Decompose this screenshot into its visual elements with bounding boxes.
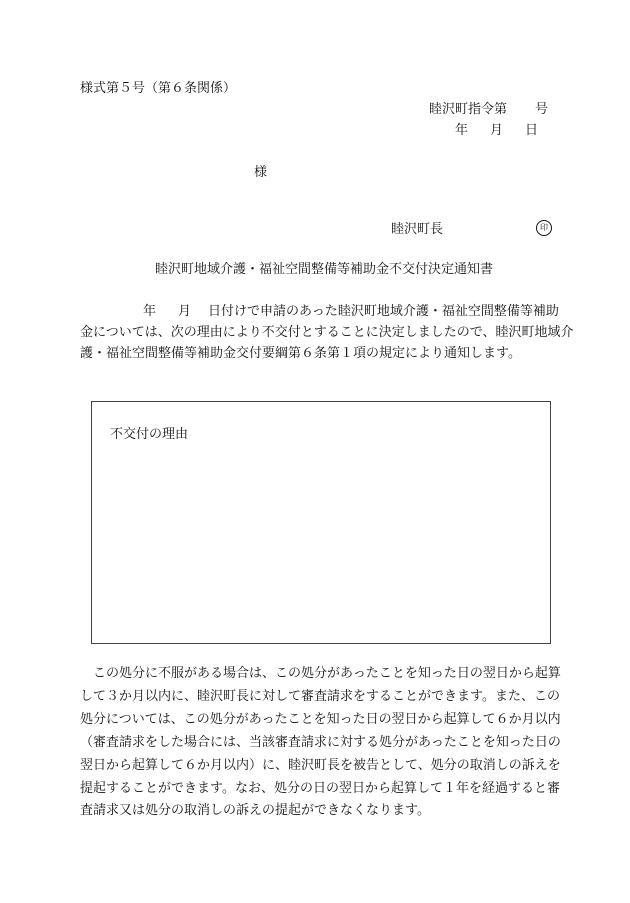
notice-line: 処分については、この処分があったことを知った日の翌日から起算して６か月以内 — [80, 712, 561, 727]
sender-title: 睦沢町長 — [391, 222, 444, 237]
body-line-1 — [80, 305, 559, 318]
recipient-honorific: 様 — [254, 165, 268, 180]
date-year: 年 — [455, 123, 469, 138]
body-month: 月 — [178, 304, 192, 319]
notice-line: 翌日から起算して６か月以内）に、睦沢町長を被告として、処分の取消しの訴えを — [80, 758, 561, 773]
body-year: 年 — [143, 304, 157, 319]
form-number: 様式第５号（第６条関係） — [80, 81, 237, 96]
issue-number-prefix: 睦沢町指令第 — [429, 102, 508, 117]
notice-line: この処分に不服がある場合は、この処分があったことを知った日の翌日から起算 — [80, 666, 561, 681]
notice-line: 提起することができます。なお、処分の日の翌日から起算して１年を経過すると審 — [80, 781, 560, 796]
document-title: 睦沢町地域介護・福祉空間整備等補助金不交付決定通知書 — [155, 262, 494, 277]
date-line — [455, 124, 538, 137]
notice-line: して３か月以内に、睦沢町長に対して審査請求をすることができます。また、この — [80, 689, 560, 704]
date-month: 月 — [490, 123, 504, 138]
seal-icon: 印 — [536, 220, 552, 236]
issue-number-suffix: 号 — [535, 102, 549, 117]
body-line-3: 護・福祉空間整備等補助金交付要綱第６条第１項の規定により通知します。 — [80, 346, 521, 361]
notice-line: （審査請求をした場合には、当該審査請求に対する処分があったことを知った日の — [80, 735, 561, 750]
reason-label: 不交付の理由 — [110, 427, 189, 442]
notice-line: 査請求又は処分の取消しの訴えの提起ができなくなります。 — [80, 803, 430, 818]
body-line-2: 金については、次の理由により不交付とすることに決定しましたので、睦沢町地域介 — [80, 325, 574, 340]
body-text-1: 日付けで申請のあった睦沢町地域介護・福祉空間整備等補助 — [208, 304, 559, 319]
date-day: 日 — [525, 123, 539, 138]
issue-number-line — [429, 103, 548, 116]
reason-box — [91, 401, 551, 644]
